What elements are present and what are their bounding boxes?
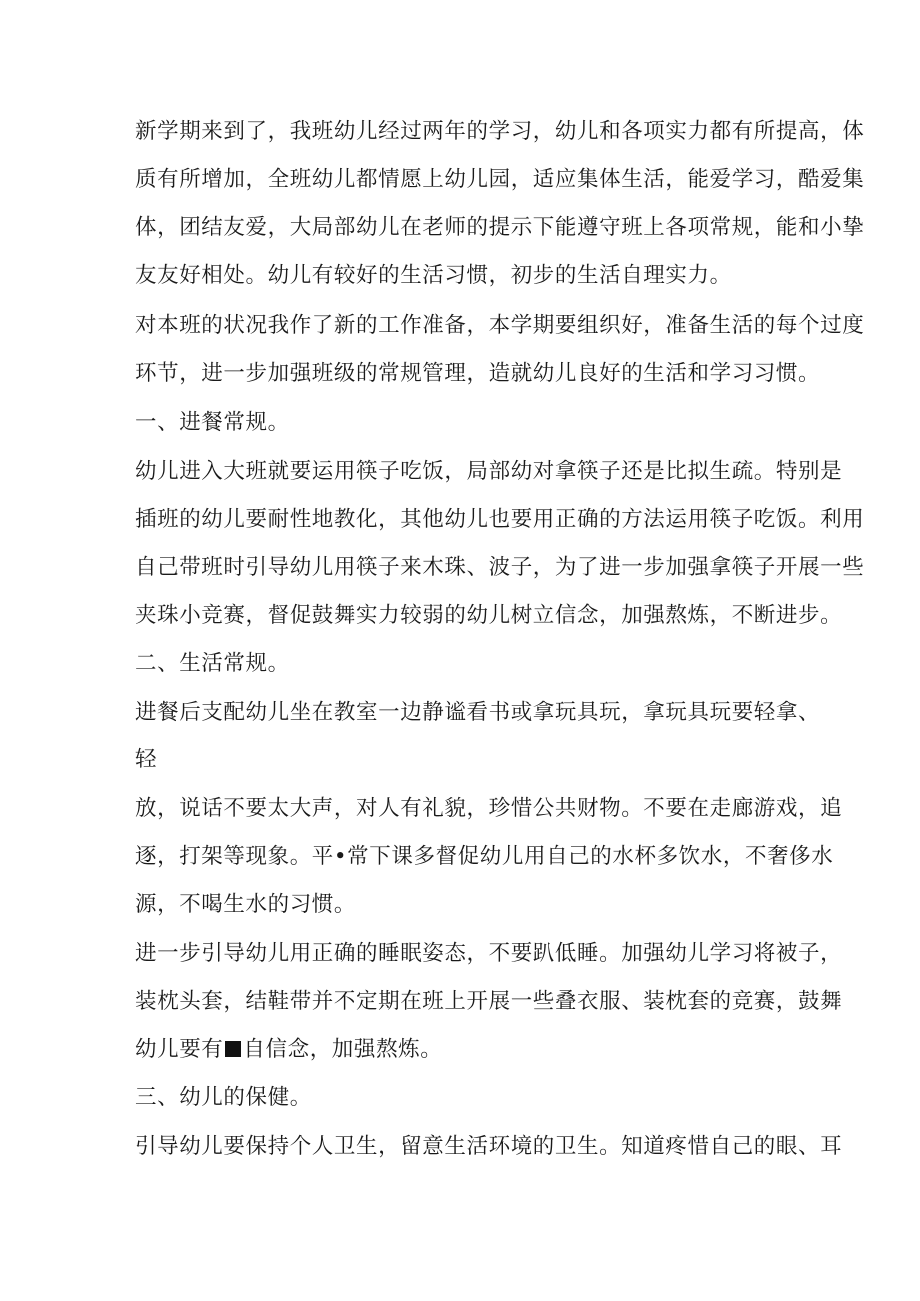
- text-line: 引导幼儿要保持个人卫生，留意生活环境的卫生。知道疼惜自己的眼、耳: [135, 1134, 843, 1159]
- section-heading: 二、生活常规。: [135, 651, 290, 676]
- section-heading: 三、幼儿的保健。: [135, 1085, 312, 1110]
- text-line: 轻: [135, 747, 158, 772]
- text-line: 夹珠小竞赛，督促鼓舞实力较弱的幼儿树立信念，加强熬炼，不断进步。: [135, 603, 843, 628]
- text-line: 插班的幼儿要耐性地教化，其他幼儿也要用正确的方法运用筷子吃饭。利用: [135, 507, 865, 532]
- text-line: 环节，进一步加强班级的常规管理，造就幼儿良好的生活和学习习惯。: [135, 361, 821, 386]
- text-line: 进一步引导幼儿用正确的睡眠姿态，不要趴低睡。加强幼儿学习将被子，: [135, 941, 843, 966]
- text-line: 进餐后支配幼儿坐在教室一边静谧看书或拿玩具玩，拿玩具玩要轻拿、: [135, 700, 821, 725]
- text-segment: 自信念，加强熬炼。: [243, 1037, 443, 1062]
- text-line: 幼儿进入大班就要运用筷子吃饭，局部幼对拿筷子还是比拟生疏。特别是: [135, 459, 843, 484]
- text-line: 友友好相处。幼儿有较好的生活习惯，初步的生活自理实力。: [135, 263, 732, 288]
- text-line: 质有所增加，全班幼儿都情愿上幼儿园，适应集体生活，能爱学习，酷爱集: [135, 167, 865, 192]
- text-line: 放，说话不要太大声，对人有礼貌，珍惜公共财物。不要在走廊游戏，追: [135, 796, 843, 821]
- text-line: 源，不喝生水的习惯。: [135, 892, 357, 917]
- text-line: 体，团结友爱，大局部幼儿在老师的提示下能遵守班上各项常规，能和小挚: [135, 215, 865, 240]
- black-square-icon: [225, 1041, 241, 1057]
- text-line: 新学期来到了，我班幼儿经过两年的学习，幼儿和各项实力都有所提高，体: [135, 119, 865, 144]
- text-line: 装枕头套，结鞋带并不定期在班上开展一些叠衣服、装枕套的竞赛，鼓舞: [135, 989, 843, 1014]
- text-line: 逐，打架等现象。平•常下课多督促幼儿用自己的水杯多饮水，不奢侈水: [135, 844, 834, 869]
- text-line: 自己带班时引导幼儿用筷子来木珠、波子，为了进一步加强拿筷子开展一些: [135, 555, 865, 580]
- text-line: 对本班的状况我作了新的工作准备，本学期要组织好，准备生活的每个过度: [135, 313, 865, 338]
- text-segment: 幼儿要有: [135, 1037, 224, 1062]
- section-heading: 一、进餐常规。: [135, 410, 290, 435]
- text-line: [135, 1037, 442, 1063]
